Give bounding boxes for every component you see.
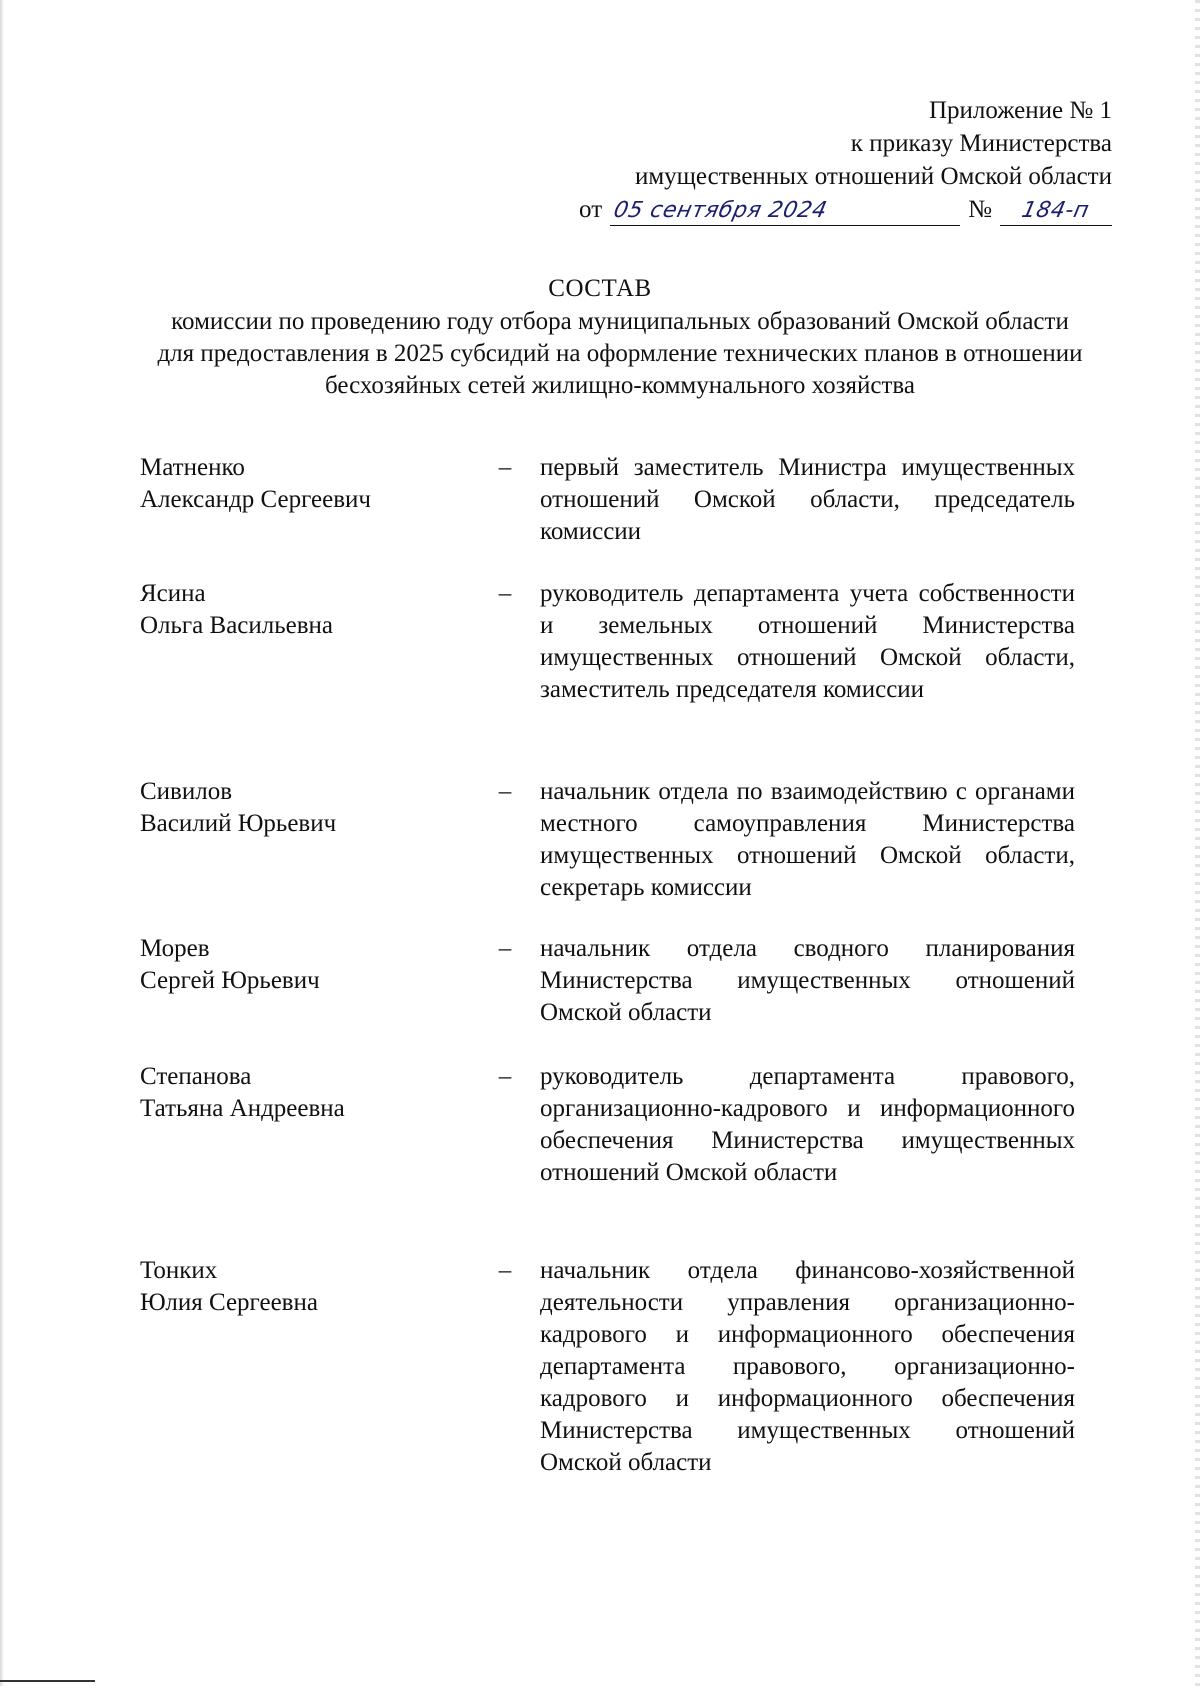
document-subtitle: комиссии по проведению году отбора муниципальных образований Омской области для предоставления в 2025 субсидий на оформление технических планов в отношении бесхозяйных сетей жилищно-коммунального хозяйства <box>157 308 1083 399</box>
member-role: начальник отдела финансово-хозяйственной деятельности управления организационно-кадрового и информационного обеспечения департамента правового, организационно-кадрового и информационного обеспечения Министерства имущественных отношений Омской области <box>540 1257 1075 1476</box>
date-prefix: от <box>579 196 603 223</box>
member-dash: – <box>498 454 512 481</box>
member-name <box>140 452 470 516</box>
member-name <box>140 1061 470 1125</box>
member-name <box>140 1255 470 1319</box>
appendix-date-number-line <box>579 193 1112 226</box>
member-row <box>140 578 1075 776</box>
member-surname: Тонких <box>140 1257 218 1284</box>
member-role: начальник отдела по взаимодействию с органами местного самоуправления Министерства имущественных отношений Омской области, секретарь комиссии <box>540 778 1075 901</box>
date-handwritten: 05 сентября 2024 <box>611 198 830 223</box>
member-dash: – <box>498 1257 512 1284</box>
appendix-number: Приложение № 1 <box>928 97 1112 124</box>
member-name <box>140 776 470 840</box>
member-surname: Матненко <box>140 454 245 481</box>
member-given-names: Сергей Юрьевич <box>140 967 320 994</box>
member-given-names: Александр Сергеевич <box>140 486 371 513</box>
appendix-header <box>579 94 1112 226</box>
member-surname: Морев <box>140 935 210 962</box>
date-field <box>610 195 960 226</box>
member-given-names: Василий Юрьевич <box>140 810 337 837</box>
member-given-names: Татьяна Андреевна <box>140 1095 345 1122</box>
number-prefix: № <box>968 196 992 223</box>
member-given-names: Ольга Васильевна <box>140 612 334 639</box>
member-dash: – <box>498 1063 512 1090</box>
member-row <box>140 1255 1075 1479</box>
member-role: первый заместитель Министра имущественных отношений Омской области, председатель комиссии <box>540 454 1075 545</box>
member-surname: Степанова <box>140 1063 252 1090</box>
member-dash: – <box>498 778 512 805</box>
member-surname: Ясина <box>140 580 206 607</box>
appendix-order-ref: к приказу Министерства <box>850 130 1112 157</box>
document-title: СОСТАВ <box>548 275 652 302</box>
member-row <box>140 776 1075 933</box>
scan-bottom-mark <box>0 1680 95 1682</box>
member-name <box>140 933 470 997</box>
member-role: руководитель департамента учета собственности и земельных отношений Министерства имущественных отношений Омской области, заместитель председателя комиссии <box>540 580 1075 703</box>
member-row <box>140 933 1075 1061</box>
member-surname: Сивилов <box>140 778 233 805</box>
scan-edge-left <box>0 0 4 1686</box>
member-name <box>140 578 470 642</box>
scan-edge-right <box>1195 0 1200 1686</box>
member-dash: – <box>498 935 512 962</box>
member-role: руководитель департамента правового, организационно-кадрового и информационного обеспечения Министерства имущественных отношений Омской области <box>540 1063 1075 1186</box>
number-handwritten: 184-п <box>1019 198 1092 223</box>
member-dash: – <box>498 580 512 607</box>
member-role: начальник отдела сводного планирования Министерства имущественных отношений Омской области <box>540 935 1075 1026</box>
appendix-ministry: имущественных отношений Омской области <box>634 163 1112 190</box>
number-field <box>1000 195 1112 226</box>
member-given-names: Юлия Сергеевна <box>140 1289 318 1316</box>
members-list <box>140 452 1075 1479</box>
member-row <box>140 1061 1075 1255</box>
member-row <box>140 452 1075 578</box>
